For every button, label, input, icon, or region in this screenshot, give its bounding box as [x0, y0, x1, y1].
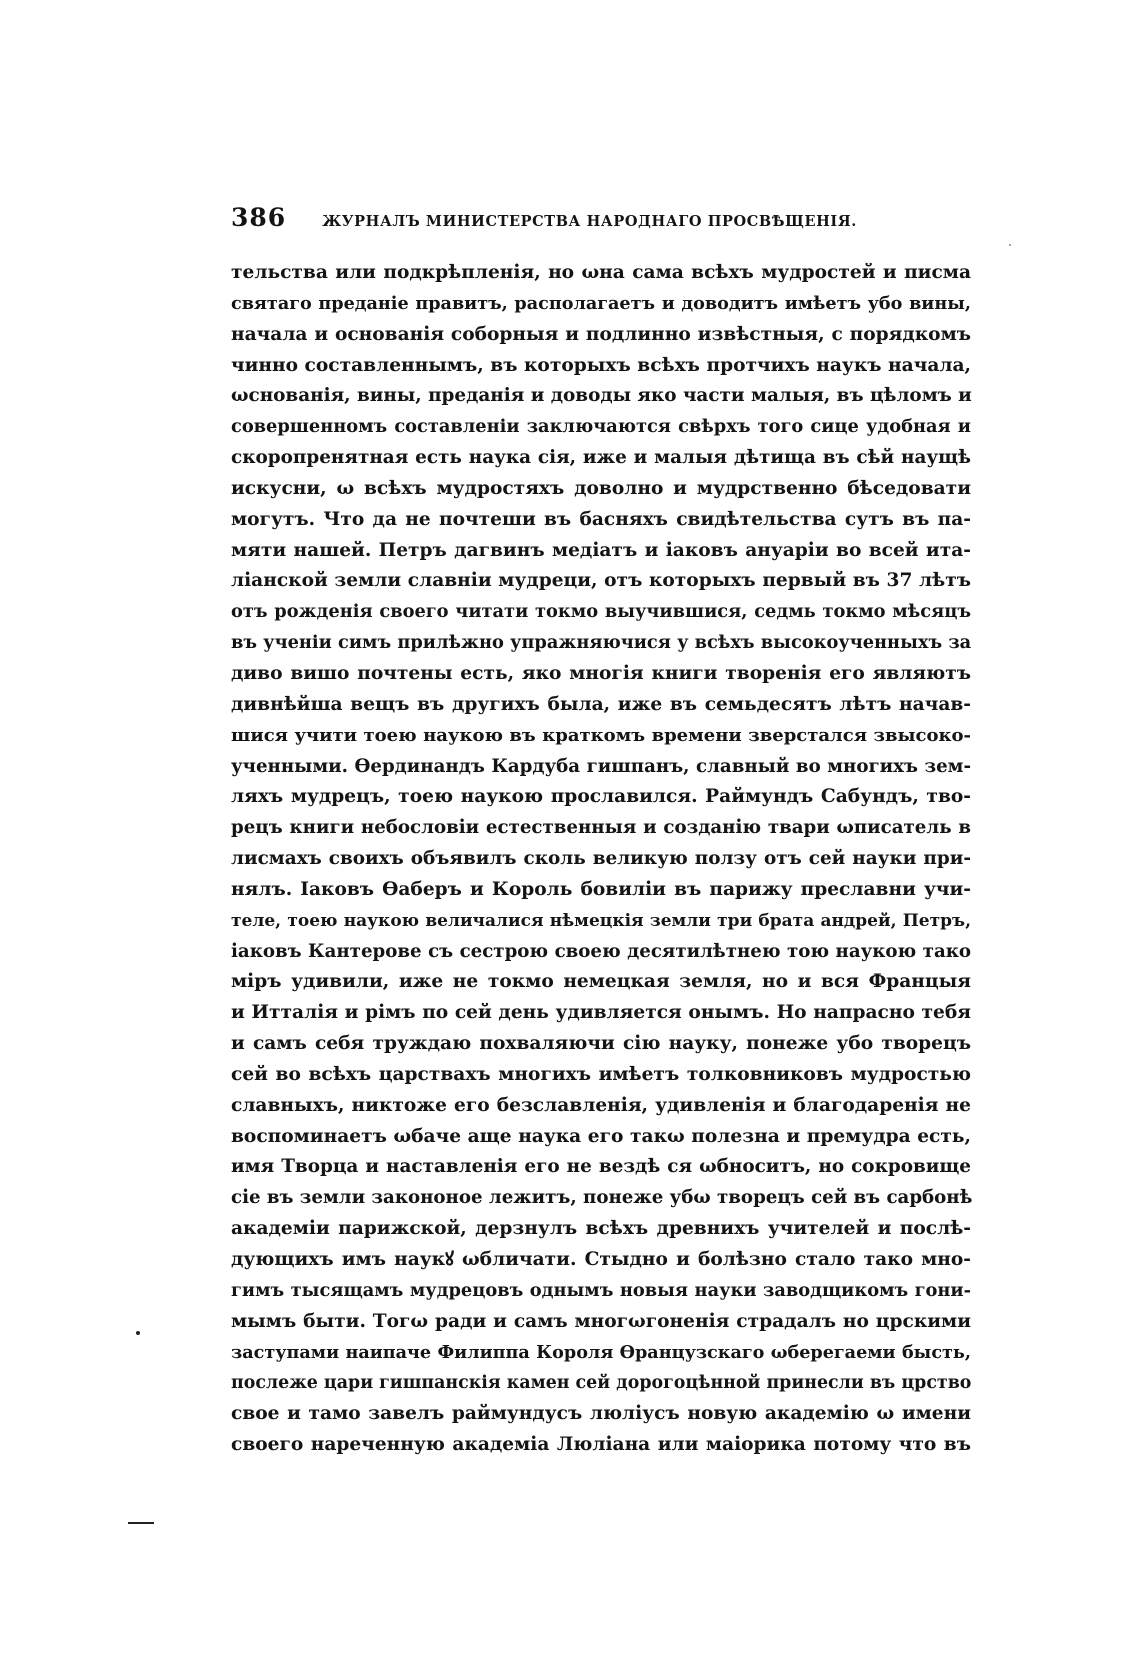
text-line: дивнѣйша вещъ въ другихъ была, иже въ семьдесятъ лѣтъ начав-: [231, 693, 971, 715]
text-line: совершенномъ составленіи заключаются свѣрхъ того сице удобная и: [231, 416, 971, 438]
text-line: іаковъ Кантерове съ сестрою своею десятилѣтнею тою наукою тако: [231, 940, 971, 962]
text-line: святаго преданіе правитъ, располагаетъ и доводитъ имѣетъ убо вины,: [231, 292, 971, 314]
text-line: могутъ. Что да не почтеши въ басняхъ свидѣтельства сутъ въ па-: [231, 508, 971, 530]
text-line: начала и основанія соборныя и подлинно извѣстныя, с порядкомъ: [231, 323, 971, 345]
text-line: свое и тамо завелъ раймундусъ люліусъ новую академію ω имени: [231, 1403, 971, 1425]
text-line: гимъ тысящамъ мудрецовъ однымъ новыя науки заводщикомъ гони-: [231, 1279, 971, 1301]
text-line: нялъ. Іаковъ Ѳаберъ и Король бовиліи въ парижу преславни учи-: [231, 878, 971, 900]
text-line: ученными. Ѳердинандъ Кардуба гишпанъ, славный во многихъ зем-: [231, 755, 971, 777]
text-line: дующихъ имъ наукꙋ ωбличати. Стыдно и болѣзно стало тако мно-: [231, 1249, 971, 1270]
text-line: диво вишо почтены есть, яко многія книги творенія его являютъ: [231, 662, 971, 684]
text-line: сей во всѣхъ царствахъ многихъ имѣетъ толковниковъ мудростью: [231, 1063, 971, 1085]
scan-mark: [128, 1522, 154, 1524]
text-line: мымъ быти. Тогω ради и самъ многωгоненія страдалъ но црскими: [231, 1310, 971, 1332]
text-line: отъ рожденія своего читати токмо выучившися, седмь токмо мѣсяцъ: [231, 601, 971, 623]
text-line: искусни, ω всѣхъ мудростяхъ доволно и мудрственно бѣседовати: [231, 477, 971, 499]
running-title: ЖУРНАЛЪ МИНИСТЕРСТВА НАРОДНАГО ПРОСВѢЩЕНІЯ.: [322, 213, 857, 230]
text-line: мяти нашей. Петръ дагвинъ медіатъ и іаковъ ануаріи во всей ита-: [231, 539, 971, 561]
text-line: академіи парижской, дерзнулъ всѣхъ древнихъ учителей и послѣ-: [231, 1218, 971, 1240]
text-line: въ ученіи симъ прилѣжно упражняючися у всѣхъ высокоученныхъ за: [231, 632, 972, 654]
text-line: и самъ себя труждаю похваляючи сію науку, понеже убо творецъ: [231, 1033, 971, 1055]
text-line: славныхъ, никтоже его безславленія, удивленія и благодаренія не: [231, 1094, 971, 1116]
text-line: лисмахъ своихъ объявилъ сколь великую ползу отъ сей науки при-: [231, 848, 971, 870]
scan-speck: [136, 1331, 140, 1335]
text-line: теле, тоею наукою величалися нѣмецкія земли три брата андрей, Петръ,: [231, 910, 971, 931]
page-number: 386: [231, 203, 287, 232]
text-line: послеже цари гишпанскія камен сей дорогоцѣнной принесли въ црство: [231, 1373, 972, 1394]
text-line: имя Творца и наставленія его не вездѣ ся ωбноситъ, но сокровище: [231, 1156, 971, 1178]
page-header: [231, 203, 971, 232]
text-line: воспоминаетъ ωбаче аще наука его такω полезна и премудра есть,: [231, 1125, 971, 1147]
text-line: скоропренятная есть наука сія, иже и малыя дѣтища въ сѣй наущѣ: [231, 447, 971, 469]
text-line: міръ удивили, иже не токмо немецкая земля, но и вся Францыя: [231, 971, 971, 993]
body-text: [231, 258, 971, 1461]
text-line: сіе въ земли закононое лежитъ, понеже убω творецъ сей въ сарбонѣ: [231, 1187, 973, 1209]
text-line: шися учити тоею наукою въ краткомъ времени зверстался звысоко-: [231, 724, 971, 746]
text-line: ляхъ мудрецъ, тоею наукою прославился. Раймундъ Сабундъ, тво-: [231, 786, 971, 808]
text-line: ліанской земли славніи мудреци, отъ которыхъ первый въ 37 лѣтъ: [231, 570, 971, 592]
text-line: и Итталія и рімъ по сей день удивляется онымъ. Но напрасно тебя: [231, 1002, 971, 1024]
text-line: ωснованія, вины, преданія и доводы яко части малыя, въ цѣломъ и: [231, 385, 972, 407]
text-line: заступами наипаче Филиппа Короля Ѳранцузскаго ωберегаеми бысть,: [231, 1341, 971, 1363]
text-line: рецъ книги небословіи естественныя и созданію твари ωписатель в: [231, 817, 971, 839]
text-line: чинно составленнымъ, въ которыхъ всѣхъ протчихъ наукъ начала,: [231, 354, 971, 376]
text-line: тельства или подкрѣпленія, но ωна сама всѣхъ мудростей и писма: [231, 262, 971, 283]
scan-speck: [1009, 244, 1011, 246]
text-line: своего нареченную академіа Люліана или маіорика потому что въ: [231, 1434, 971, 1456]
